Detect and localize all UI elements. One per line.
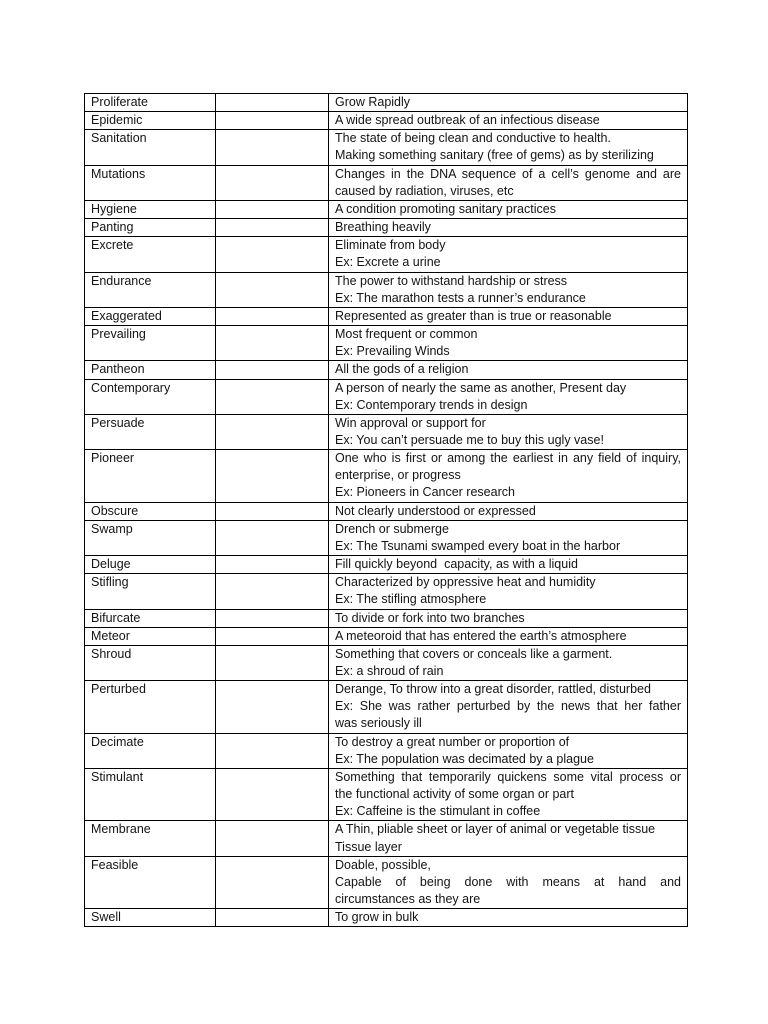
definition-line: A meteoroid that has entered the earth’s atmosphere xyxy=(335,628,627,643)
definition-cell xyxy=(329,609,688,627)
definition-cell xyxy=(329,272,688,307)
definition-line: All the gods of a religion xyxy=(335,362,469,377)
blank-cell xyxy=(216,450,329,502)
definition-line: Ex: a shroud of rain xyxy=(335,664,444,678)
definition-line: To grow in bulk xyxy=(335,910,419,925)
vocabulary-table xyxy=(84,93,688,927)
definition-cell xyxy=(329,94,688,112)
table-row xyxy=(85,326,688,361)
definition-line: To destroy a great number or proportion of xyxy=(335,734,570,749)
blank-cell xyxy=(216,200,329,218)
definition-cell xyxy=(329,556,688,574)
definition-cell xyxy=(329,219,688,237)
definition-line: Ex: Excrete a urine xyxy=(335,255,441,270)
blank-cell xyxy=(216,326,329,361)
definition-line: Changes in the DNA sequence of a cell’s genome and are xyxy=(335,166,681,181)
definition-cell xyxy=(329,165,688,200)
blank-cell xyxy=(216,609,329,627)
definition-line: Ex: You can’t persuade me to buy this ugly vase! xyxy=(335,432,604,447)
definition-line: The power to withstand hardship or stress xyxy=(335,273,568,288)
term-cell: Pioneer xyxy=(85,450,216,502)
blank-cell xyxy=(216,130,329,165)
definition-line: Derange, To throw into a great disorder, rattled, disturbed xyxy=(335,682,651,697)
table-row xyxy=(85,272,688,307)
term-cell: Pantheon xyxy=(85,361,216,379)
definition-line: Represented as greater than is true or reasonable xyxy=(335,308,612,323)
definition-line: A person of nearly the same as another, Present day xyxy=(335,380,627,395)
blank-cell xyxy=(216,219,329,237)
table-row xyxy=(85,165,688,200)
definition-cell xyxy=(329,627,688,645)
definition-cell xyxy=(329,326,688,361)
table-row xyxy=(85,450,688,502)
definition-cell xyxy=(329,361,688,379)
term-cell: Proliferate xyxy=(85,94,216,112)
table-row xyxy=(85,574,688,609)
definition-line: Capable of being done with means at hand and xyxy=(335,874,681,889)
definition-line: caused by radiation, viruses, etc xyxy=(335,183,514,198)
blank-cell xyxy=(216,856,329,908)
term-cell: Excrete xyxy=(85,237,216,272)
blank-cell xyxy=(216,272,329,307)
term-cell: Hygiene xyxy=(85,200,216,218)
definition-line: the functional activity of some organ or part xyxy=(335,787,575,802)
definition-line: Ex: Prevailing Winds xyxy=(335,344,450,359)
definition-cell xyxy=(329,520,688,555)
definition-line: A condition promoting sanitary practices xyxy=(335,201,556,216)
definition-cell xyxy=(329,307,688,325)
table-row xyxy=(85,556,688,574)
definition-line: Characterized by oppressive heat and humidity xyxy=(335,575,596,590)
definition-cell xyxy=(329,681,688,733)
term-cell: Perturbed xyxy=(85,681,216,733)
definition-line: Ex: The Tsunami swamped every boat in the harbor xyxy=(335,538,621,553)
definition-cell xyxy=(329,821,688,856)
definition-cell xyxy=(329,574,688,609)
term-cell: Epidemic xyxy=(85,112,216,130)
term-cell: Stifling xyxy=(85,574,216,609)
definition-cell xyxy=(329,450,688,502)
definition-cell xyxy=(329,645,688,680)
definition-line: Ex: The stifling atmosphere xyxy=(335,592,487,607)
term-cell: Sanitation xyxy=(85,130,216,165)
definition-line: A wide spread outbreak of an infectious disease xyxy=(335,113,600,128)
blank-cell xyxy=(216,414,329,449)
blank-cell xyxy=(216,733,329,768)
term-cell: Stimulant xyxy=(85,768,216,820)
definition-line: The state of being clean and conductive to health. xyxy=(335,131,611,146)
definition-line: Ex: The population was decimated by a plague xyxy=(335,751,594,766)
definition-line: Not clearly understood or expressed xyxy=(335,503,536,518)
blank-cell xyxy=(216,821,329,856)
definition-line: Ex: The marathon tests a runner’s endurance xyxy=(335,290,586,305)
table-row xyxy=(85,414,688,449)
term-cell: Membrane xyxy=(85,821,216,856)
table-row xyxy=(85,379,688,414)
definition-line: Drench or submerge xyxy=(335,521,449,536)
table-row xyxy=(85,609,688,627)
definition-line: was seriously ill xyxy=(335,716,422,731)
definition-line: Something that temporarily quickens some vital process or xyxy=(335,769,681,784)
term-cell: Mutations xyxy=(85,165,216,200)
definition-line: Doable, possible, xyxy=(335,857,431,872)
term-cell: Prevailing xyxy=(85,326,216,361)
definition-cell xyxy=(329,856,688,908)
table-row xyxy=(85,200,688,218)
blank-cell xyxy=(216,909,329,927)
definition-line: Ex: Contemporary trends in design xyxy=(335,397,528,412)
blank-cell xyxy=(216,165,329,200)
table-row xyxy=(85,856,688,908)
table-row xyxy=(85,768,688,820)
definition-line: Something that covers or conceals like a garment. xyxy=(335,646,613,661)
definition-line: Making something sanitary (free of gems) as by sterilizing xyxy=(335,148,654,163)
term-cell: Persuade xyxy=(85,414,216,449)
definition-cell xyxy=(329,200,688,218)
definition-cell xyxy=(329,379,688,414)
blank-cell xyxy=(216,379,329,414)
table-body xyxy=(85,94,688,927)
term-cell: Endurance xyxy=(85,272,216,307)
definition-line: Fill quickly beyond capacity, as with a liquid xyxy=(335,557,578,572)
term-cell: Shroud xyxy=(85,645,216,680)
blank-cell xyxy=(216,94,329,112)
definition-line: Ex: She was rather perturbed by the news that her father xyxy=(335,699,681,714)
table-row xyxy=(85,909,688,927)
table-row xyxy=(85,361,688,379)
definition-cell xyxy=(329,768,688,820)
definition-cell xyxy=(329,237,688,272)
definition-line: Ex: Caffeine is the stimulant in coffee xyxy=(335,804,541,819)
table-row xyxy=(85,219,688,237)
blank-cell xyxy=(216,681,329,733)
definition-line: Eliminate from body xyxy=(335,238,446,253)
table-row xyxy=(85,130,688,165)
definition-line: To divide or fork into two branches xyxy=(335,610,525,625)
table-row xyxy=(85,645,688,680)
blank-cell xyxy=(216,520,329,555)
definition-line: Breathing heavily xyxy=(335,220,431,235)
blank-cell xyxy=(216,237,329,272)
definition-line: enterprise, or progress xyxy=(335,468,461,483)
table-row xyxy=(85,94,688,112)
table-row xyxy=(85,627,688,645)
term-cell: Obscure xyxy=(85,502,216,520)
blank-cell xyxy=(216,645,329,680)
definition-line: One who is first or among the earliest in any field of inquiry, xyxy=(335,451,681,466)
definition-line: Ex: Pioneers in Cancer research xyxy=(335,485,515,500)
blank-cell xyxy=(216,502,329,520)
definition-line: circumstances as they are xyxy=(335,892,481,907)
table-row xyxy=(85,681,688,733)
definition-cell xyxy=(329,733,688,768)
term-cell: Decimate xyxy=(85,733,216,768)
blank-cell xyxy=(216,556,329,574)
blank-cell xyxy=(216,112,329,130)
definition-cell xyxy=(329,414,688,449)
table-row xyxy=(85,821,688,856)
table-row xyxy=(85,112,688,130)
definition-cell xyxy=(329,112,688,130)
term-cell: Panting xyxy=(85,219,216,237)
definition-line: Win approval or support for xyxy=(335,415,486,430)
definition-line: Tissue layer xyxy=(335,839,402,854)
term-cell: Deluge xyxy=(85,556,216,574)
term-cell: Swamp xyxy=(85,520,216,555)
definition-cell xyxy=(329,909,688,927)
definition-line: Grow Rapidly xyxy=(335,95,411,109)
blank-cell xyxy=(216,768,329,820)
term-cell: Contemporary xyxy=(85,379,216,414)
blank-cell xyxy=(216,627,329,645)
term-cell: Swell xyxy=(85,909,216,927)
definition-line: Most frequent or common xyxy=(335,327,478,342)
term-cell: Exaggerated xyxy=(85,307,216,325)
blank-cell xyxy=(216,361,329,379)
definition-line: A Thin, pliable sheet or layer of animal or vegetable tissue xyxy=(335,822,656,837)
term-cell: Feasible xyxy=(85,856,216,908)
definition-cell xyxy=(329,130,688,165)
blank-cell xyxy=(216,574,329,609)
table-row xyxy=(85,307,688,325)
table-row xyxy=(85,502,688,520)
table-row xyxy=(85,733,688,768)
table-row xyxy=(85,237,688,272)
term-cell: Meteor xyxy=(85,627,216,645)
term-cell: Bifurcate xyxy=(85,609,216,627)
blank-cell xyxy=(216,307,329,325)
definition-cell xyxy=(329,502,688,520)
table-row xyxy=(85,520,688,555)
